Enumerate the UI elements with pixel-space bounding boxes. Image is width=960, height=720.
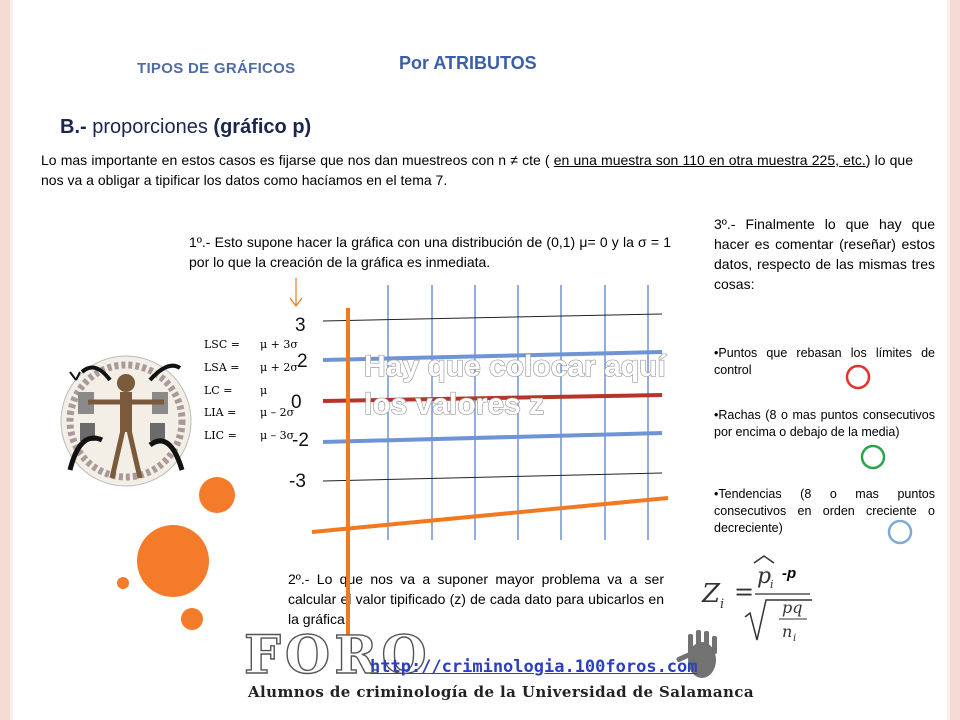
intro-text-a: Lo mas importante en estos casos es fijarse que nos dan muestreos con n ≠ cte ( <box>41 152 554 168</box>
overlay-line-0: Hay que colocar aquí <box>364 350 666 383</box>
formula-num-sub: i <box>770 578 774 591</box>
limit-label-lia: LIA = <box>204 406 237 419</box>
arrow-down-icon <box>290 278 302 306</box>
z-formula <box>701 556 812 644</box>
deco-circle-medium <box>199 477 235 513</box>
series-line-neg3 <box>323 473 662 481</box>
step-2-text: 2º.- Lo que nos va a suponer mayor problema va a ser calcular el valor tipificado (z) de cada dato para ubicarlos en la gráfica <box>288 571 664 627</box>
blue-circle-icon <box>889 521 911 543</box>
red-circle-icon <box>847 366 869 388</box>
limit-expr-lsc: μ + 3σ <box>260 338 298 351</box>
control-chart <box>289 285 668 640</box>
formula-num: p <box>757 564 772 589</box>
step-1-text: 1º.- Esto supone hacer la gráfica con una distribución de (0,1) μ= 0 y la σ = 1 por lo que la creación de la gráfica es inmediata. <box>189 234 671 270</box>
forum-link[interactable]: http://criminologia.100foros.com <box>370 657 698 677</box>
formula-lhs: Z <box>702 579 721 609</box>
series-line-3 <box>323 314 662 321</box>
overlay-line-1: los valores z <box>364 388 545 421</box>
foro-logo: FORO <box>244 625 431 686</box>
hat-icon <box>754 556 774 563</box>
limit-expr-lic: μ – 3σ <box>260 429 295 442</box>
university-emblem-icon <box>61 356 191 486</box>
tick-label-neg2: -2 <box>292 430 309 451</box>
limit-label-lic: LIC = <box>204 429 237 442</box>
green-circle-icon <box>862 446 884 468</box>
tick-label-3: 3 <box>295 315 306 336</box>
formula-den-sub-i: i <box>793 633 797 644</box>
formula-eq: = <box>734 578 755 606</box>
chart-overlay-text <box>364 350 667 421</box>
bullet-rachas: •Rachas (8 o mas puntos consecutivos por encima o debajo de la media) <box>714 408 935 439</box>
section-title: TIPOS DE GRÁFICOS <box>137 60 296 77</box>
step-3-text: 3º.- Finalmente lo que hay que hacer es comentar (reseñar) estos datos, respecto de las mismas tres cosas: <box>714 216 935 292</box>
intro-text-underlined: en una muestra son 110 en otra muestra 225, etc. <box>553 152 866 168</box>
subtitle-prefix: B.- <box>60 116 87 138</box>
tick-label-neg3: -3 <box>289 471 306 492</box>
limit-label-lsa: LSA = <box>204 361 240 374</box>
intro-text-b: ) lo que nos va a obligar a tipificar los datos como hacíamos en el tema 7. <box>41 152 914 188</box>
control-limits-table <box>204 338 298 442</box>
series-line-neg2 <box>323 433 662 442</box>
formula-minus-p: -p <box>782 565 797 582</box>
formula-den: pq <box>782 598 803 617</box>
limit-expr-lc: μ <box>260 384 268 397</box>
limit-expr-lia: μ – 2σ <box>260 406 295 419</box>
limit-label-lsc: LSC = <box>204 338 240 351</box>
bullet-limits: •Puntos que rebasan los límites de control <box>714 346 935 377</box>
deco-circle-small-2 <box>181 608 203 630</box>
forum-subtitle: Alumnos de criminología de la Universidad de Salamanca <box>248 683 754 701</box>
x-axis <box>312 498 668 532</box>
subtitle-bold: (gráfico p) <box>213 116 312 138</box>
limit-label-lc: LC = <box>204 384 233 397</box>
slide-title: Por ATRIBUTOS <box>399 53 537 73</box>
subtitle-main: proporciones <box>86 116 214 138</box>
deco-circle-large <box>137 525 209 597</box>
tick-label-0: 0 <box>291 392 302 413</box>
bullet-tendencias: •Tendencias (8 o mas puntos consecutivos en orden creciente o decreciente) <box>714 487 935 535</box>
deco-circle-small <box>117 577 129 589</box>
formula-lhs-sub: i <box>720 597 725 612</box>
limit-expr-lsa: μ + 2σ <box>260 361 298 374</box>
tick-label-2: 2 <box>297 351 308 372</box>
formula-den-sub: n <box>782 622 793 641</box>
